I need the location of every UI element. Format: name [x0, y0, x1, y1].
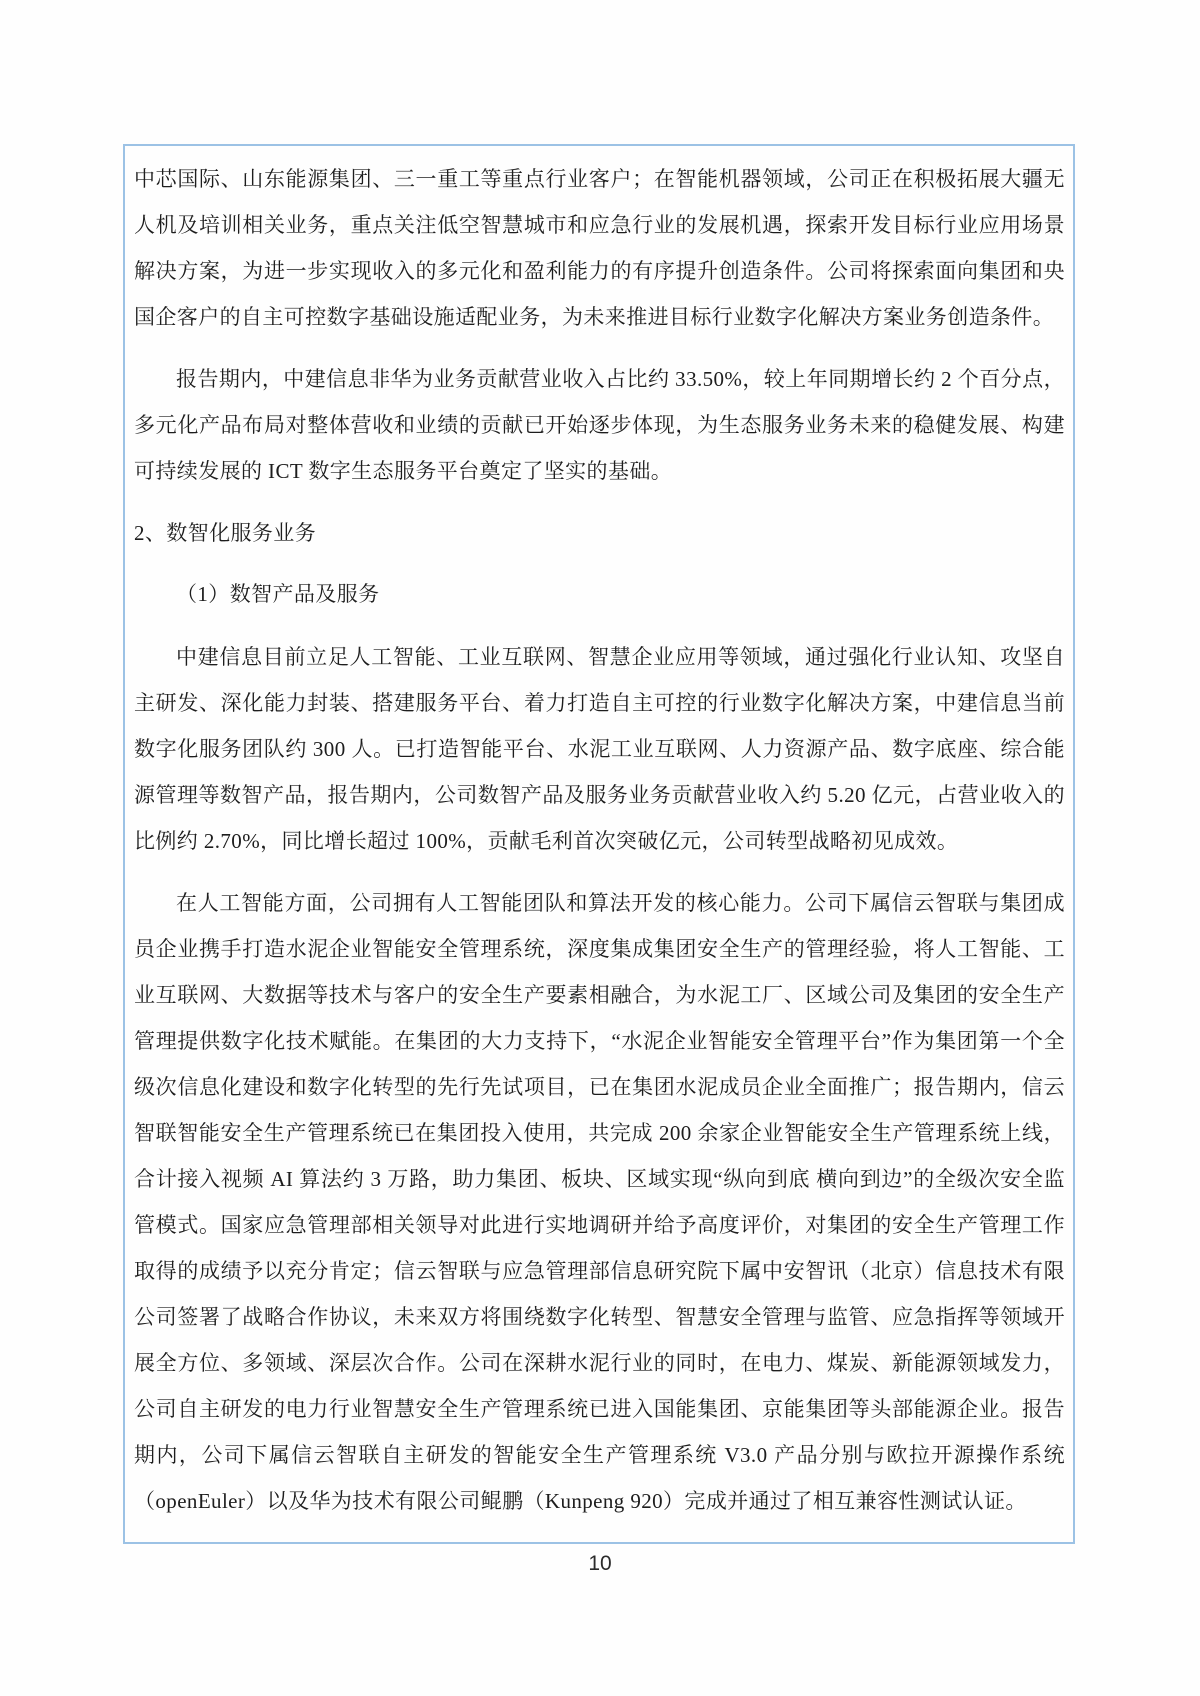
section-heading-digital-services: 2、数智化服务业务 [134, 521, 317, 545]
paragraph-digital-products-detail: 中建信息目前立足人工智能、工业互联网、智慧企业应用等领域，通过强化行业认知、攻坚自主研发、深化能力封装、搭建服务平台、着力打造自主可控的行业数字化解决方案，中建信息当前数字化服务团队约 300 人。已打造智能平台、水泥工业互联网、人力资源产品、数字底座、综合能源管理等数智产品，报告期内，公司数智产品及服务业务贡献营业收入约 5.20 亿元，占营业收入的比例约 2.70%，同比增长超过 100%，贡献毛利首次突破亿元，公司转型战略初见成效。 [134, 645, 1065, 853]
page-number: 10 [588, 1552, 612, 1575]
paragraph-report-period-revenue: 报告期内，中建信息非华为业务贡献营业收入占比约 33.50%，较上年同期增长约 2 个百分点，多元化产品布局对整体营收和业绩的贡献已开始逐步体现，为生态服务业务未来的稳健发展、构建可持续发展的 ICT 数字生态服务平台奠定了坚实的基础。 [134, 367, 1065, 483]
paragraph-ai-safety-management: 在人工智能方面，公司拥有人工智能团队和算法开发的核心能力。公司下属信云智联与集团成员企业携手打造水泥企业智能安全管理系统，深度集成集团安全生产的管理经验，将人工智能、工业互联网、大数据等技术与客户的安全生产要素相融合，为水泥工厂、区域公司及集团的安全生产管理提供数字化技术赋能。在集团的大力支持下，“水泥企业智能安全管理平台”作为集团第一个全级次信息化建设和数字化转型的先行先试项目，已在集团水泥成员企业全面推广；报告期内，信云智联智能安全生产管理系统已在集团投入使用，共完成 200 余家企业智能安全生产管理系统上线，合计接入视频 AI 算法约 3 万路，助力集团、板块、区域实现“纵向到底 横向到边”的全级次安全监管模式。国家应急管理部相关领导对此进行实地调研并给予高度评价，对集团的安全生产管理工作取得的成绩予以充分肯定；信云智联与应急管理部信息研究院下属中安智讯（北京）信息技术有限公司签署了战略合作协议，未来双方将围绕数字化转型、智慧安全管理与监管、应急指挥等领域开展全方位、多领域、深层次合作。公司在深耕水泥行业的同时，在电力、煤炭、新能源领域发力，公司自主研发的电力行业智慧安全生产管理系统已进入国能集团、京能集团等头部能源企业。报告期内，公司下属信云智联自主研发的智能安全生产管理系统 V3.0 产品分别与欧拉开源操作系统（openEuler）以及华为技术有限公司鲲鹏（Kunpeng 920）完成并通过了相互兼容性测试认证。 [134, 891, 1065, 1513]
document-content-border-box [123, 144, 1075, 1544]
subsection-heading-digital-products: （1）数智产品及服务 [176, 582, 380, 606]
paragraph-continuation: 中芯国际、山东能源集团、三一重工等重点行业客户；在智能机器领域，公司正在积极拓展大疆无人机及培训相关业务，重点关注低空智慧城市和应急行业的发展机遇，探索开发目标行业应用场景解决方案，为进一步实现收入的多元化和盈利能力的有序提升创造条件。公司将探索面向集团和央国企客户的自主可控数字基础设施适配业务，为未来推进目标行业数字化解决方案业务创造条件。 [134, 167, 1065, 329]
